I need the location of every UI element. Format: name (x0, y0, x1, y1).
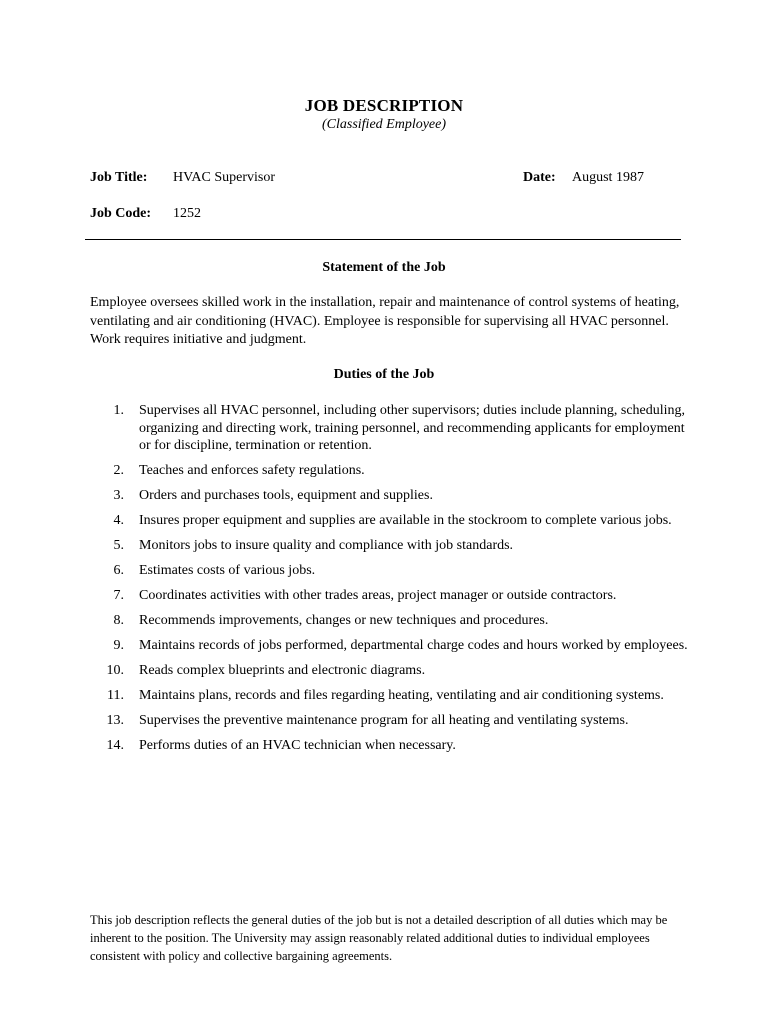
duty-item (90, 402, 690, 455)
footer-disclaimer: This job description reflects the general duties of the job but is not a detailed description of all duties which may be inherent to the position. The University may assign reasonably related additional duties to individual employees consistent with policy and collective bargaining agreements. (90, 913, 668, 963)
date-label: Date: (523, 170, 556, 185)
duty-text: Supervises the preventive maintenance program for all heating and ventilating systems. (139, 713, 629, 728)
document-title: JOB DESCRIPTION (304, 96, 464, 115)
statement-heading: Statement of the Job (322, 260, 446, 275)
duty-item (90, 662, 690, 680)
header-divider (85, 239, 681, 240)
duty-number: 5. (113, 538, 124, 553)
duty-number: 2. (113, 463, 124, 478)
job-title-label: Job Title: (90, 170, 148, 185)
duty-text: Supervises all HVAC personnel, including other supervisors; duties include planning, scheduling, organizing and directing work, training personnel, and recommending applicants for employment or for discipline, termination or retention. (139, 403, 686, 453)
duty-text: Insures proper equipment and supplies are available in the stockroom to complete various jobs. (139, 513, 672, 528)
duty-number: 7. (113, 588, 124, 603)
job-code-label: Job Code: (90, 206, 152, 221)
duties-heading: Duties of the Job (333, 367, 435, 382)
duty-item (90, 637, 690, 655)
duty-text: Reads complex blueprints and electronic diagrams. (139, 663, 426, 678)
statement-text: Employee oversees skilled work in the installation, repair and maintenance of control systems of heating, ventilating and air conditioning (HVAC). Employee is responsible for supervising all HVAC personnel. Work requires initiative and judgment. (90, 295, 680, 347)
duty-text: Monitors jobs to insure quality and compliance with job standards. (139, 538, 514, 553)
document-subtitle: (Classified Employee) (321, 117, 447, 132)
duty-item (90, 612, 690, 630)
duty-text: Maintains plans, records and files regarding heating, ventilating and air conditioning systems. (139, 688, 664, 703)
duty-text: Coordinates activities with other trades areas, project manager or outside contractors. (139, 588, 617, 603)
duty-text: Orders and purchases tools, equipment and supplies. (139, 488, 433, 503)
duty-number: 8. (113, 613, 124, 628)
duty-item (90, 462, 690, 480)
duty-number: 1. (113, 403, 124, 418)
duty-item (90, 587, 690, 605)
duty-item (90, 712, 690, 730)
duty-number: 9. (113, 638, 124, 653)
duty-number: 4. (113, 513, 124, 528)
duty-text: Teaches and enforces safety regulations. (139, 463, 365, 478)
date-value: August 1987 (572, 170, 644, 185)
duty-item (90, 512, 690, 530)
duty-number: 3. (113, 488, 124, 503)
duty-number: 6. (113, 563, 124, 578)
duty-number: 10. (106, 663, 124, 678)
duty-text: Performs duties of an HVAC technician when necessary. (139, 738, 456, 753)
duty-text: Recommends improvements, changes or new techniques and procedures. (139, 613, 549, 628)
duty-item (90, 737, 690, 755)
duty-number: 14. (106, 738, 124, 753)
duty-number: 11. (107, 688, 124, 703)
duty-text: Estimates costs of various jobs. (139, 563, 316, 578)
duty-text: Maintains records of jobs performed, departmental charge codes and hours worked by employees. (139, 638, 688, 653)
job-code-value: 1252 (173, 206, 201, 221)
duty-item (90, 562, 690, 580)
duty-number: 13. (106, 713, 124, 728)
job-title-value: HVAC Supervisor (173, 170, 276, 185)
duty-item (90, 687, 690, 705)
duty-item (90, 537, 690, 555)
duty-item (90, 487, 690, 505)
duties-list (90, 402, 690, 762)
